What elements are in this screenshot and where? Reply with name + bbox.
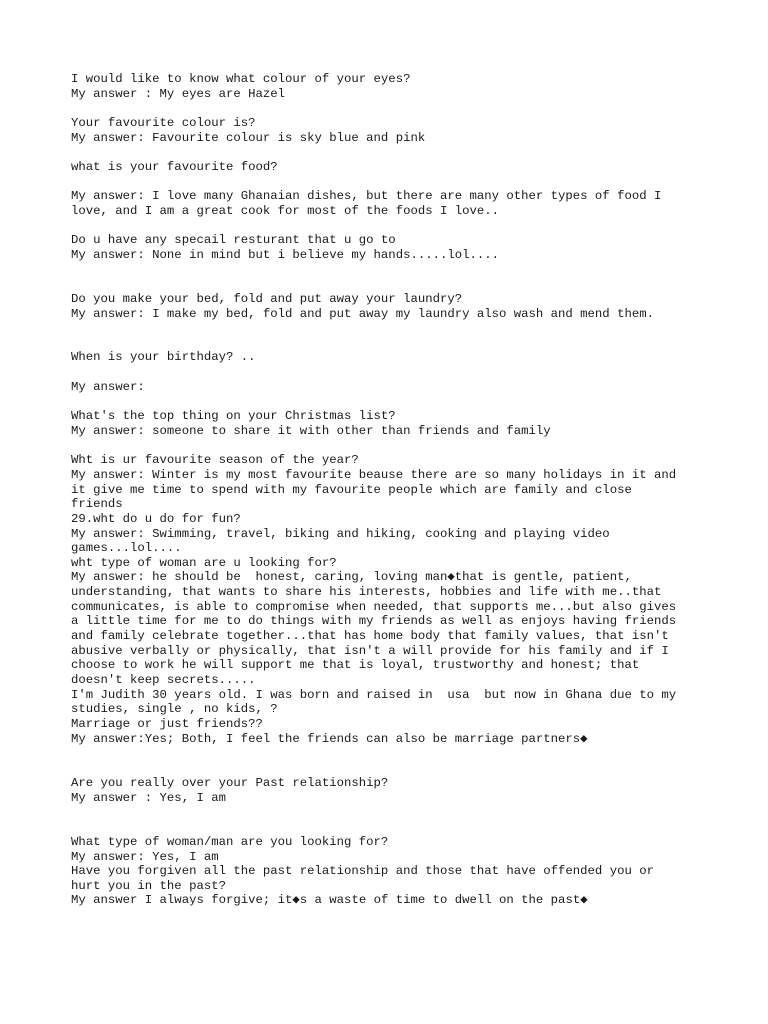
text-line: My answer I always forgive; it◆s a waste of time to dwell on the past◆: [71, 893, 588, 907]
text-line: understanding, that wants to share his interests, hobbies and life with me..that: [71, 585, 662, 599]
text-line: My answer: Winter is my most favourite beause there are so many holidays in it and: [71, 468, 677, 482]
text-line: Have you forgiven all the past relationship and those that have offended you or: [71, 864, 654, 878]
text-line: My answer:Yes; Both, I feel the friends can also be marriage partners◆: [71, 732, 588, 746]
text-line: what is your favourite food?: [71, 160, 278, 174]
text-line: My answer: I love many Ghanaian dishes, but there are many other types of food I: [71, 189, 662, 203]
text-line: choose to work he will support me that is loyal, trustworthy and honest; that: [71, 658, 640, 672]
text-line: 29.wht do u do for fun?: [71, 512, 241, 526]
text-line: My answer: he should be honest, caring, loving man◆that is gentle, patient,: [71, 570, 632, 584]
text-line: games...lol....: [71, 541, 182, 555]
text-line: My answer : My eyes are Hazel: [71, 87, 286, 101]
text-line: communicates, is able to compromise when needed, that supports me...but also gives: [71, 600, 677, 614]
text-line: hurt you in the past?: [71, 879, 226, 893]
text-line: love, and I am a great cook for most of the foods I love..: [71, 204, 500, 218]
text-line: Do u have any specail resturant that u go to: [71, 233, 396, 247]
text-line: studies, single , no kids, ?: [71, 702, 278, 716]
text-line: My answer : Yes, I am: [71, 791, 226, 805]
text-line: My answer: None in mind but i believe my hands.....lol....: [71, 248, 500, 262]
text-line: My answer: someone to share it with other than friends and family: [71, 424, 551, 438]
text-line: What type of woman/man are you looking for?: [71, 835, 389, 849]
text-line: a little time for me to do things with my friends as well as enjoys having friends: [71, 614, 677, 628]
text-line: My answer: Yes, I am: [71, 850, 219, 864]
text-line: When is your birthday? ..: [71, 350, 256, 364]
text-line: doesn't keep secrets.....: [71, 673, 256, 687]
text-line: Do you make your bed, fold and put away your laundry?: [71, 292, 463, 306]
text-line: wht type of woman are u looking for?: [71, 556, 337, 570]
text-line: abusive verbally or physically, that isn't a will provide for his family and if I: [71, 644, 669, 658]
text-line: and family celebrate together...that has home body that family values, that isn't: [71, 629, 669, 643]
text-line: Marriage or just friends??: [71, 717, 263, 731]
text-line: My answer: I make my bed, fold and put away my laundry also wash and mend them.: [71, 307, 654, 321]
text-line: it give me time to spend with my favourite people which are family and close: [71, 483, 632, 497]
text-line: Your favourite colour is?: [71, 116, 256, 130]
text-line: I would like to know what colour of your eyes?: [71, 72, 411, 86]
text-line: Wht is ur favourite season of the year?: [71, 453, 359, 467]
text-line: I'm Judith 30 years old. I was born and raised in usa but now in Ghana due to my: [71, 688, 677, 702]
text-line: friends: [71, 497, 123, 511]
text-line: My answer: Favourite colour is sky blue and pink: [71, 131, 426, 145]
text-line: My answer: Swimming, travel, biking and hiking, cooking and playing video: [71, 527, 610, 541]
text-line: My answer:: [71, 380, 145, 394]
text-line: What's the top thing on your Christmas list?: [71, 409, 396, 423]
text-line: Are you really over your Past relationship?: [71, 776, 389, 790]
